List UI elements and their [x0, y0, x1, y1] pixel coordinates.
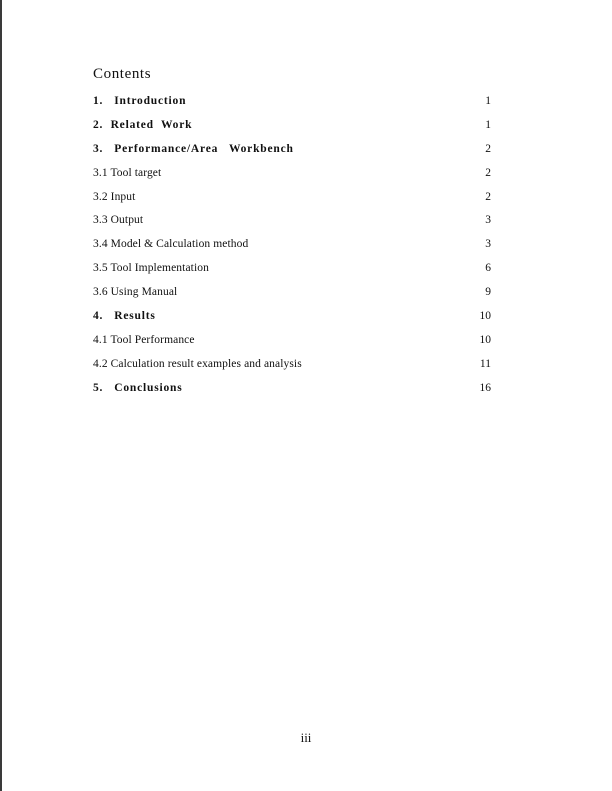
toc-entry-label: 3.4 Model & Calculation method — [93, 238, 249, 251]
toc-entry-label: 5. Conclusions — [93, 381, 183, 394]
toc-entry-label: 3.6 Using Manual — [93, 286, 178, 299]
toc-entry-tool-performance[interactable] — [93, 330, 491, 354]
toc-entry-page: 9 — [485, 286, 491, 299]
toc-entry-results[interactable] — [93, 306, 491, 330]
toc-entry-calculation-result-examples[interactable] — [93, 354, 491, 378]
toc-entry-input[interactable] — [93, 187, 491, 211]
page-left-edge — [0, 0, 2, 791]
toc-entry-page: 10 — [479, 310, 491, 323]
toc-entry-page: 11 — [479, 357, 491, 370]
toc-entry-page: 1 — [485, 118, 491, 131]
page-number: iii — [300, 730, 312, 745]
toc-entry-tool-target[interactable] — [93, 163, 491, 187]
toc-entry-model-calculation-method[interactable] — [93, 234, 491, 258]
toc-entry-related-work[interactable] — [93, 115, 491, 139]
toc-entry-label: 2. Related Work — [93, 118, 193, 131]
toc-entry-label: 3.3 Output — [93, 214, 144, 227]
toc-entry-label: 4. Results — [93, 310, 156, 323]
toc-entry-conclusions[interactable] — [93, 378, 491, 402]
toc-entry-label: 4.2 Calculation result examples and analysis — [93, 357, 302, 370]
toc-entry-tool-implementation[interactable] — [93, 258, 491, 282]
toc-entry-performance-area-workbench[interactable] — [93, 139, 491, 163]
toc-entry-page: 2 — [485, 142, 491, 155]
toc-entry-introduction[interactable] — [93, 91, 491, 115]
toc-entry-page: 2 — [485, 166, 491, 179]
toc-entry-label: 3.5 Tool Implementation — [93, 262, 209, 275]
toc-entry-page: 2 — [485, 190, 491, 203]
toc-entry-page: 3 — [485, 238, 491, 251]
toc-entry-label: 3.1 Tool target — [93, 166, 162, 179]
toc-entry-label: 3.2 Input — [93, 190, 136, 203]
toc-entry-label: 4.1 Tool Performance — [93, 333, 195, 346]
toc-entry-label: 3. Performance/Area Workbench — [93, 142, 294, 155]
toc-entry-using-manual[interactable] — [93, 282, 491, 306]
toc-entry-page: 3 — [485, 214, 491, 227]
toc-entry-page: 16 — [479, 381, 491, 394]
toc-entry-page: 1 — [485, 95, 491, 107]
toc-entry-label: 1. Introduction — [93, 95, 187, 107]
table-of-contents — [93, 91, 491, 402]
toc-entry-output[interactable] — [93, 210, 491, 234]
toc-entry-page: 6 — [485, 262, 491, 275]
page-title: Contents — [93, 66, 152, 82]
toc-entry-page: 10 — [479, 333, 491, 346]
